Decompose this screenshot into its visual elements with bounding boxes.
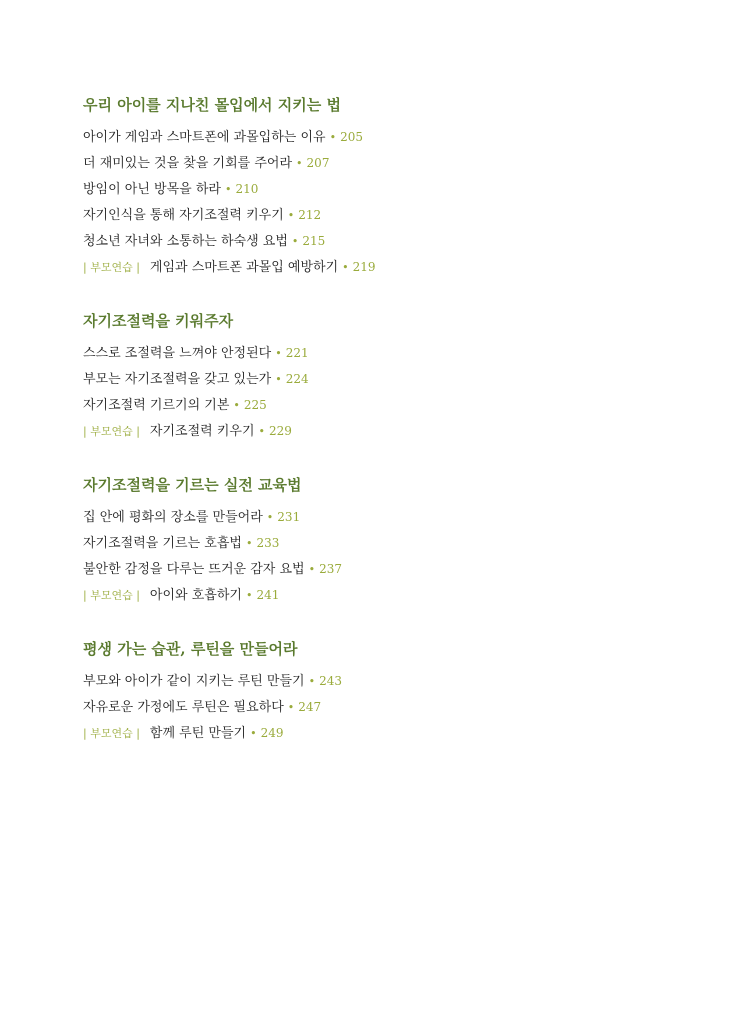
entry-title: 방임이 아닌 방목을 하라 [83, 182, 221, 197]
toc-entry[interactable] [83, 176, 703, 202]
entry-page-number: 221 [285, 346, 309, 360]
section-title: 자기조절력을 기르는 실전 교육법 [83, 476, 302, 494]
entry-title: 함께 루틴 만들기 [149, 726, 247, 741]
toc-section [83, 92, 703, 280]
practice-tag: | 부모연습 | [83, 425, 140, 438]
entry-title: 게임과 스마트폰 과몰입 예방하기 [149, 260, 339, 275]
practice-tag: | 부모연습 | [83, 727, 140, 740]
entry-separator: • [308, 675, 316, 688]
entry-separator: • [266, 511, 274, 524]
toc-entry[interactable] [83, 392, 703, 418]
entry-separator: • [287, 701, 295, 714]
entry-separator: • [329, 131, 337, 144]
entry-title: 자기조절력 기르기의 기본 [83, 398, 230, 413]
entry-page-number: 224 [285, 372, 309, 386]
section-title: 자기조절력을 키워주자 [83, 312, 234, 330]
toc-entry-practice[interactable] [83, 254, 703, 280]
entry-separator: • [287, 209, 295, 222]
toc-entry-practice[interactable] [83, 418, 703, 444]
entry-page-number: 225 [243, 398, 267, 412]
entry-page-number: 219 [352, 260, 376, 274]
entry-separator: • [296, 157, 303, 170]
entry-separator: • [342, 261, 349, 274]
entry-title: 부모와 아이가 같이 지키는 루틴 만들기 [83, 674, 305, 689]
entry-separator: • [224, 183, 232, 196]
toc-entry[interactable] [83, 668, 703, 694]
toc-entry[interactable] [83, 694, 703, 720]
toc-entry[interactable] [83, 228, 703, 254]
entry-title: 아이가 게임과 스마트폰에 과몰입하는 이유 [83, 130, 326, 145]
toc-entry[interactable] [83, 124, 703, 150]
entry-separator: • [233, 399, 240, 412]
toc-entry[interactable] [83, 202, 703, 228]
toc-entry[interactable] [83, 530, 703, 556]
section-entries [83, 668, 703, 746]
entry-page-number: 215 [302, 234, 326, 248]
entry-title: 집 안에 평화의 장소를 만들어라 [83, 510, 263, 525]
entry-title: 더 재미있는 것을 찾을 기회를 주어라 [83, 156, 293, 171]
section-entries [83, 124, 703, 280]
practice-tag: | 부모연습 | [83, 589, 140, 602]
toc-entry[interactable] [83, 150, 703, 176]
entry-title: 자기조절력 키우기 [149, 424, 255, 439]
entry-title: 자기조절력을 기르는 호흡법 [83, 536, 242, 551]
toc-entry[interactable] [83, 340, 703, 366]
entry-title: 자기인식을 통해 자기조절력 키우기 [83, 208, 284, 223]
entry-page-number: 243 [319, 674, 342, 688]
toc-entry[interactable] [83, 366, 703, 392]
section-title: 우리 아이를 지나친 몰입에서 지키는 법 [83, 96, 341, 114]
toc-entry-practice[interactable] [83, 720, 703, 746]
section-entries [83, 504, 703, 608]
toc-section [83, 636, 703, 746]
entry-page-number: 247 [298, 700, 322, 714]
entry-page-number: 205 [340, 130, 363, 144]
entry-separator: • [258, 425, 266, 438]
entry-separator: • [245, 537, 253, 550]
toc-section [83, 308, 703, 444]
entry-page-number: 229 [269, 424, 292, 438]
section-entries [83, 340, 703, 444]
toc-entry[interactable] [83, 504, 703, 530]
table-of-contents [83, 92, 703, 774]
entry-separator: • [250, 727, 257, 740]
entry-title: 자유로운 가정에도 루틴은 필요하다 [83, 700, 284, 715]
entry-title: 스스로 조절력을 느껴야 안정된다 [83, 346, 272, 361]
entry-title: 청소년 자녀와 소통하는 하숙생 요법 [83, 234, 288, 249]
entry-title: 부모는 자기조절력을 갖고 있는가 [83, 372, 272, 387]
toc-entry-practice[interactable] [83, 582, 703, 608]
entry-page-number: 212 [298, 208, 322, 222]
entry-page-number: 207 [306, 156, 330, 170]
entry-separator: • [308, 563, 316, 576]
entry-page-number: 233 [256, 536, 280, 550]
entry-page-number: 210 [235, 182, 259, 196]
entry-page-number: 241 [256, 588, 280, 602]
toc-section [83, 472, 703, 608]
entry-page-number: 237 [319, 562, 342, 576]
entry-separator: • [275, 347, 282, 360]
entry-title: 불안한 감정을 다루는 뜨거운 감자 요법 [83, 562, 305, 577]
entry-page-number: 249 [260, 726, 284, 740]
entry-separator: • [245, 589, 253, 602]
entry-separator: • [275, 373, 282, 386]
practice-tag: | 부모연습 | [83, 261, 140, 274]
entry-page-number: 231 [277, 510, 301, 524]
toc-entry[interactable] [83, 556, 703, 582]
entry-separator: • [291, 235, 299, 248]
section-title: 평생 가는 습관, 루틴을 만들어라 [83, 640, 298, 658]
entry-title: 아이와 호흡하기 [149, 588, 242, 603]
